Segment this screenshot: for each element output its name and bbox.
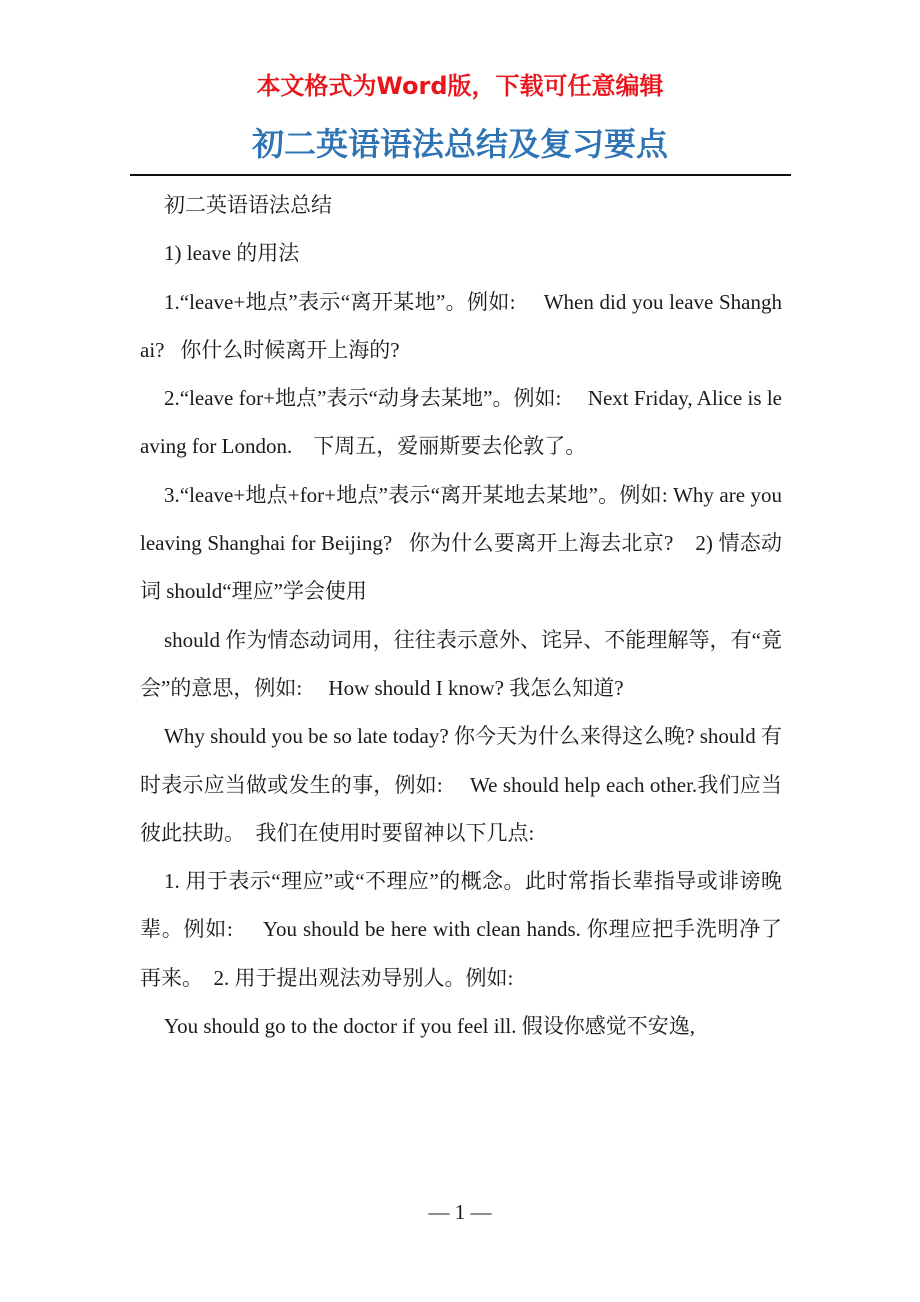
download-notice: 本文格式为Word版，下载可任意编辑 [256, 72, 664, 100]
paragraph-section-1: 1) leave 的用法 [164, 241, 300, 266]
paragraph-should-points: 1. 用于表示“理应”或“不理应”的概念。此时常指长辈指导或诽谤晚辈。例如: You should be here with clean hands. 你理应把手洗明净了再来。 2. 用于提出观法劝导别人。例如: [140, 869, 782, 990]
title-divider [130, 174, 791, 176]
paragraph-should-surprise: should 作为情态动词用，往往表示意外、诧异、不能理解等，有“竟会”的意思，例如: How should I know? 我怎么知道? [140, 627, 782, 700]
paragraph-leave-place-for: 3.“leave+地点+for+地点”表示“离开某地去某地”。例如: Why are you leaving Shanghai for Beijing? 你为什么要离开上海去北京? 2) 情态动词 should“理应”学会使用 [140, 482, 782, 604]
paragraph-heading: 初二英语语法总结 [164, 193, 332, 217]
paragraph-should-advice: You should go to the doctor if you feel ill. 假设你感觉不安逸, [164, 1014, 696, 1039]
paragraph-should-duty: Why should you be so late today? 你今天为什么来得这么晚? should 有时表示应当做或发生的事，例如: We should help each other.我们应当彼此扶助。 我们在使用时要留神以下几点: [140, 724, 782, 845]
paragraph-leave-place: 1.“leave+地点”表示“离开某地”。例如: When did you leave Shanghai? 你什么时候离开上海的? [140, 289, 782, 362]
document-title: 初二英语语法总结及复习要点 [251, 125, 668, 163]
page-number: — 1 — [428, 1200, 492, 1224]
paragraph-leave-for: 2.“leave for+地点”表示“动身去某地”。例如: Next Friday, Alice is leaving for London. 下周五，爱丽斯要去伦敦了。 [140, 386, 782, 459]
document-body [140, 181, 782, 1050]
